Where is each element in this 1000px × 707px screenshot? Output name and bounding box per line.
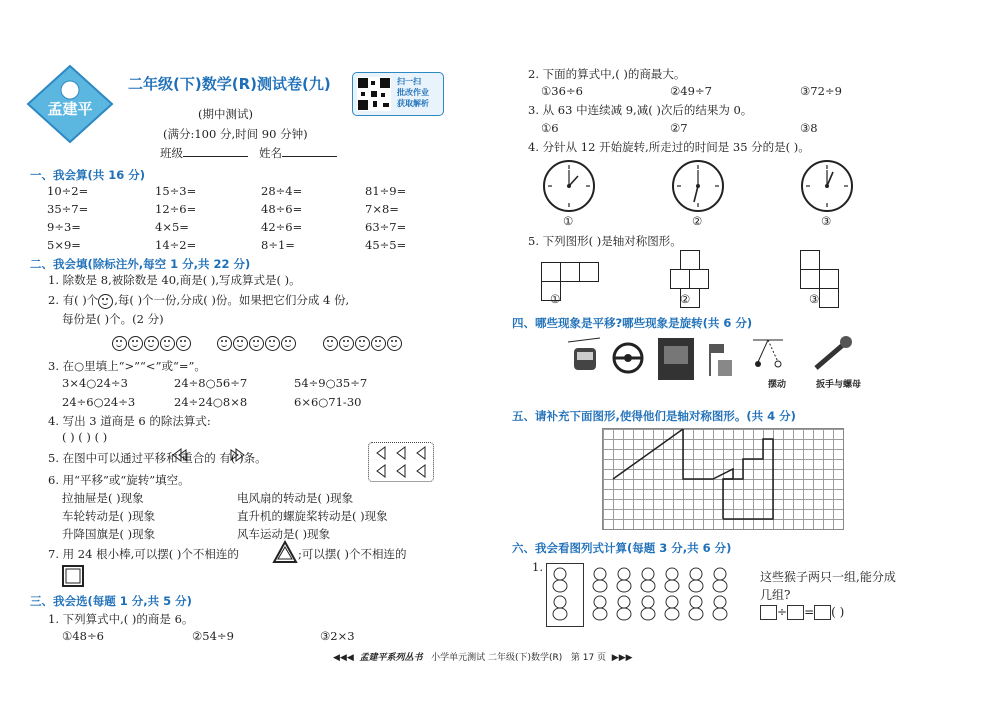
fish-shape-icon <box>230 447 246 466</box>
calc-item: 10÷2= <box>47 184 89 198</box>
publisher-logo <box>26 64 114 144</box>
answer-box[interactable] <box>814 605 831 620</box>
smiley-icon <box>265 336 280 351</box>
footer-arrows-icon: ◀◀◀ <box>333 653 354 663</box>
caption-swing: 摆动 <box>768 380 787 390</box>
footer-series: 孟建平系列丛书 <box>359 653 423 663</box>
smiley-icon <box>323 336 338 351</box>
compare-item: 24÷6○24÷3 <box>62 395 136 409</box>
option: ③2×3 <box>320 629 355 643</box>
option: ①48÷6 <box>62 629 104 643</box>
smiley-icon <box>339 336 354 351</box>
footer <box>333 650 633 663</box>
question-2-2b: 每份是( )个。(2 分) <box>62 312 164 326</box>
compare-item: 24÷8○56÷7 <box>174 376 248 390</box>
smiley-icon <box>249 336 264 351</box>
name-label: 姓名 <box>258 146 282 160</box>
monkey-icon <box>713 596 727 620</box>
monkey-icon <box>665 596 679 620</box>
shape-label: ① <box>550 292 561 306</box>
calc-item: 48÷6= <box>261 202 303 216</box>
smiley-icon <box>128 336 143 351</box>
question-3-4: 4. 分针从 12 开始旋转,所走过的时间是 35 分的是( )。 <box>528 140 810 154</box>
fill-item: 拉抽屉是( )现象 <box>62 491 144 505</box>
question-2-5: 5. 在图中可以通过平移和 重合的 有( )条。 <box>48 451 267 465</box>
monkey-pictures <box>550 566 750 622</box>
caption-wrench: 扳手与螺母 <box>816 380 862 390</box>
clock-face <box>801 160 853 212</box>
monkey-icon <box>689 596 703 620</box>
fill-item: 车轮转动是( )现象 <box>62 509 156 523</box>
pendulum-icon <box>753 340 783 367</box>
steering-wheel-icon <box>614 344 642 372</box>
monkey-icon <box>665 568 679 592</box>
calc-item: 12÷6= <box>155 202 197 216</box>
clock-label: ② <box>692 214 703 228</box>
exam-meta: (满分:100 分,时间 90 分钟) <box>163 127 308 141</box>
section-2-title: 二、我会填(除标注外,每空 1 分,共 22 分) <box>30 257 251 271</box>
question-3-2: 2. 下面的算式中,( )的商最大。 <box>528 67 686 81</box>
compare-item: 3×4○24÷3 <box>62 376 128 390</box>
question-3-1: 1. 下列算式中,( )的商是 6。 <box>48 612 194 626</box>
smiley-icon <box>98 294 113 309</box>
calc-item: 4×5= <box>155 220 189 234</box>
calc-item: 9÷3= <box>47 220 81 234</box>
question-2-7: 7. 用 24 根小棒,可以摆( )个不相连的 <box>48 547 239 561</box>
class-field <box>160 145 337 161</box>
clock-face <box>672 160 724 212</box>
qr-text-1: 扫一扫 <box>397 77 421 86</box>
net-shape-2 <box>670 250 730 310</box>
phenomena-pictures <box>568 336 858 384</box>
compare-item: 54÷9○35÷7 <box>294 376 368 390</box>
smiley-icon <box>144 336 159 351</box>
fish-shape-icon <box>171 447 187 466</box>
calc-item: 28÷4= <box>261 184 303 198</box>
fill-item: 直升机的螺旋桨转动是( )现象 <box>237 509 388 523</box>
qr-text-3: 获取解析 <box>397 99 429 108</box>
calc-item: 63÷7= <box>365 220 407 234</box>
question-3-5: 5. 下列图形( )是轴对称图形。 <box>528 234 682 248</box>
question-2-6: 6. 用“平移”或“旋转”填空。 <box>48 473 190 487</box>
fill-item: 风车运动是( )现象 <box>237 527 331 541</box>
monkey-icon <box>593 568 607 592</box>
compare-item: 6×6○71-30 <box>294 395 362 409</box>
question-3-3: 3. 从 63 中连续减 9,减( )次后的结果为 0。 <box>528 103 753 117</box>
footer-arrows-icon: ▶▶▶ <box>611 653 633 663</box>
smiley-icon <box>355 336 370 351</box>
calc-item: 7×8= <box>365 202 399 216</box>
smiley-icon <box>387 336 402 351</box>
option: ②54÷9 <box>192 629 234 643</box>
monkey-icon <box>553 568 567 592</box>
question-2-1: 1. 除数是 8,被除数是 40,商是( ),写成算式是( )。 <box>48 273 301 287</box>
question-2-4: 4. 写出 3 道商是 6 的除法算式: <box>48 414 211 428</box>
compare-item: 24÷24○8×8 <box>174 395 248 409</box>
section-5-title: 五、请补充下面图形,使得他们是轴对称图形。(共 4 分) <box>512 409 796 423</box>
equation-template: ÷ = ( ) <box>760 605 844 620</box>
question-2-2: 2. 有( )个 ,每( )个一份,分成( )份。如果把它们分成 4 份, <box>48 293 350 307</box>
clock-label: ① <box>563 214 574 228</box>
option: ②7 <box>670 121 688 135</box>
question-2-7b: ;可以摆( )个不相连的 <box>298 547 407 561</box>
calc-item: 14÷2= <box>155 238 197 252</box>
smiley-icon <box>176 336 191 351</box>
shape-label: ③ <box>809 292 820 306</box>
section-1-title: 一、我会算(共 16 分) <box>30 168 146 182</box>
fill-item: 电风扇的转动是( )现象 <box>237 491 354 505</box>
monkey-icon <box>641 568 655 592</box>
monkey-icon <box>553 596 567 620</box>
cable-car-icon <box>568 338 600 370</box>
page-title: 二年级(下)数学(R)测试卷(九) <box>128 75 331 93</box>
monkey-icon <box>617 596 631 620</box>
answer-box[interactable] <box>787 605 804 620</box>
qr-code-icon <box>357 77 391 111</box>
smiley-icon <box>217 336 232 351</box>
section-4-title: 四、哪些现象是平移?哪些现象是旋转(共 6 分) <box>512 316 753 330</box>
option: ①6 <box>541 121 559 135</box>
calc-item: 42÷6= <box>261 220 303 234</box>
monkey-icon <box>593 596 607 620</box>
monkey-icon <box>689 568 703 592</box>
word-problem-text: 几组? <box>760 588 791 602</box>
symmetry-grid <box>602 428 844 530</box>
square-icon <box>62 565 84 590</box>
monkey-icon <box>641 596 655 620</box>
section-3-title: 三、我会选(每题 1 分,共 5 分) <box>30 594 192 608</box>
calc-item: 5×9= <box>47 238 81 252</box>
option: ②49÷7 <box>670 84 712 98</box>
fish-pattern-figure <box>368 442 434 482</box>
triangle-icon <box>272 540 298 567</box>
smiley-icon <box>112 336 127 351</box>
fill-item: 升降国旗是( )现象 <box>62 527 156 541</box>
smiley-icon <box>233 336 248 351</box>
answer-blanks: ( ) ( ) ( ) <box>62 430 108 444</box>
flag-icon <box>710 344 732 376</box>
clock-label: ③ <box>821 214 832 228</box>
calc-item: 81÷9= <box>365 184 407 198</box>
monkey-icon <box>617 568 631 592</box>
smiley-icon <box>371 336 386 351</box>
calc-item: 8÷1= <box>261 238 295 252</box>
calc-item: 45÷5= <box>365 238 407 252</box>
calc-item: 35÷7= <box>47 202 89 216</box>
qr-code-box <box>352 72 444 116</box>
option: ③8 <box>800 121 818 135</box>
question-6-1: 1. <box>532 560 543 574</box>
section-6-title: 六、我会看图列式计算(每题 3 分,共 6 分) <box>512 541 732 555</box>
machine-icon <box>658 338 694 380</box>
monkey-icon <box>713 568 727 592</box>
qr-text-2: 批改作业 <box>397 88 429 97</box>
footer-page: 第 17 页 <box>570 653 607 663</box>
class-label: 班级 <box>160 146 183 160</box>
word-problem-text: 这些猴子两只一组,能分成 <box>760 570 896 584</box>
svg-text:孟建平: 孟建平 <box>47 100 93 118</box>
exam-subtitle: (期中测试) <box>198 107 253 121</box>
question-2-3: 3. 在○里填上“>”“<”或“=”。 <box>48 359 206 373</box>
clock-face <box>543 160 595 212</box>
footer-book: 小学单元测试 二年级(下)数学(R) <box>431 653 563 663</box>
answer-box[interactable] <box>760 605 777 620</box>
smiley-groups <box>112 335 403 351</box>
smiley-icon <box>281 336 296 351</box>
wrench-icon <box>816 336 852 368</box>
smiley-icon <box>160 336 175 351</box>
shape-label: ② <box>680 292 691 306</box>
option: ①36÷6 <box>541 84 583 98</box>
option: ③72÷9 <box>800 84 842 98</box>
calc-item: 15÷3= <box>155 184 197 198</box>
